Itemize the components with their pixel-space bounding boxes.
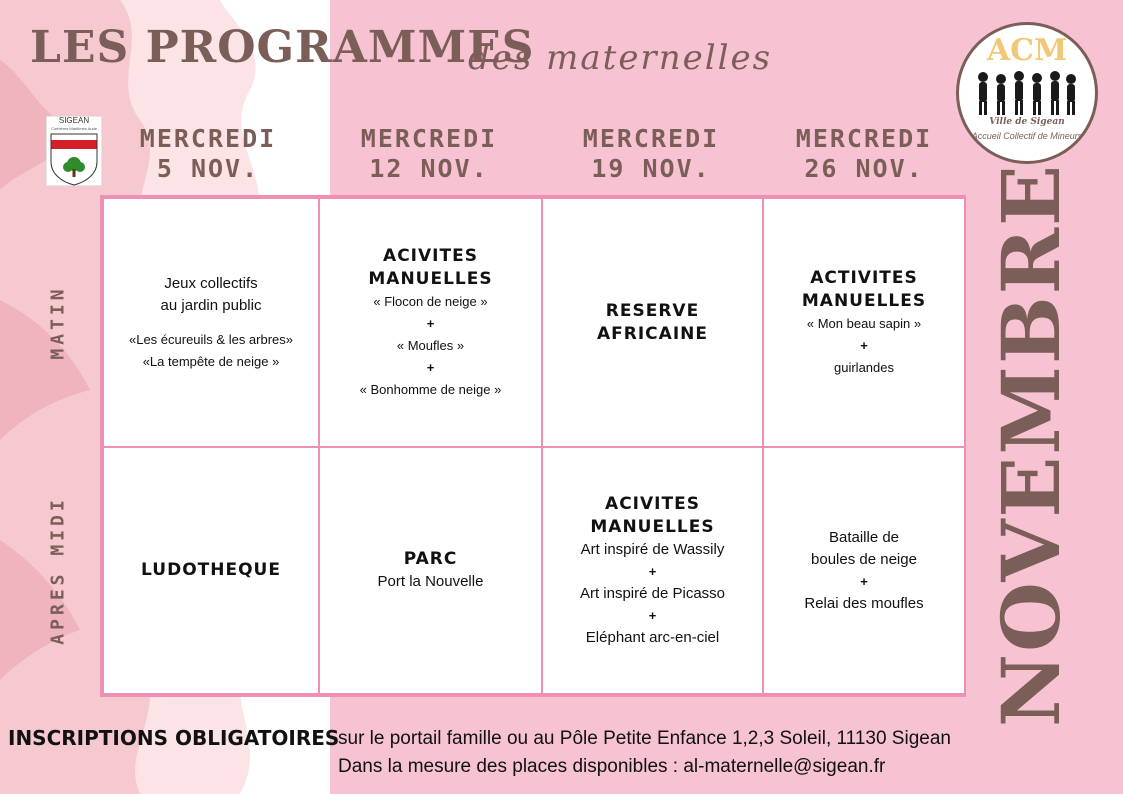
day-header-date: 5 NOV. <box>156 154 260 183</box>
month-label: NOVEMBRE <box>984 162 1078 728</box>
row-label-morning: MATIN <box>47 285 69 360</box>
cell-afternoon-day4 <box>762 446 966 695</box>
day-header-date: 12 NOV. <box>369 154 489 183</box>
cell-afternoon-day1 <box>102 446 320 695</box>
cell-heading: MANUELLES <box>368 268 493 289</box>
cell-plus: + <box>648 563 657 579</box>
cell-text: « Flocon de neige » <box>373 293 488 309</box>
cell-heading: ACIVITES <box>383 245 478 266</box>
cell-plus: + <box>860 573 868 589</box>
page-subtitle: des maternelles <box>468 38 773 78</box>
cell-plus: + <box>426 359 435 375</box>
day-header-date: 26 NOV. <box>804 154 924 183</box>
cell-text: «Les écureuils & les arbres» <box>128 331 294 347</box>
cell-text: au jardin public <box>160 296 262 314</box>
schedule-grid <box>100 195 966 697</box>
cell-afternoon-day3 <box>541 446 764 695</box>
registration-label: INSCRIPTIONS OBLIGATOIRES <box>8 726 340 750</box>
day-header-weekday: MERCREDI <box>360 124 498 153</box>
day-header-date: 19 NOV. <box>591 154 711 183</box>
day-header-1 <box>103 124 313 184</box>
cell-heading: ACTIVITES <box>810 267 918 288</box>
children-silhouettes-icon <box>973 69 1081 119</box>
cell-plus: + <box>426 315 435 331</box>
day-header-3 <box>546 124 756 184</box>
cell-text: «La tempête de neige » <box>142 353 280 369</box>
day-header-weekday: MERCREDI <box>582 124 720 153</box>
cell-morning-day1 <box>102 197 320 448</box>
cell-heading: AFRICAINE <box>597 323 708 344</box>
cell-text: Eléphant arc-en-ciel <box>585 628 720 646</box>
cell-morning-day2 <box>318 197 543 448</box>
day-header-2 <box>324 124 534 184</box>
cell-text: Art inspiré de Picasso <box>579 584 726 602</box>
cell-text: « Moufles » <box>396 337 465 353</box>
cell-heading: LUDOTHEQUE <box>141 560 281 580</box>
cell-text: « Bonhomme de neige » <box>359 381 502 397</box>
day-header-weekday: MERCREDI <box>795 124 933 153</box>
cell-text: Port la Nouvelle <box>377 573 484 590</box>
registration-info-line1: sur le portail famille ou au Pôle Petite Enfance 1,2,3 Soleil, 11130 Sigean <box>338 728 951 749</box>
cell-text: guirlandes <box>834 359 894 375</box>
cell-morning-day3 <box>541 197 764 448</box>
row-label-afternoon: APRES MIDI <box>47 496 69 645</box>
cell-text: boules de neige <box>811 550 917 568</box>
cell-heading: PARC <box>403 549 458 569</box>
logo-acronym: ACM <box>986 33 1068 68</box>
crest-sublabel: Corbières Maritimes Aude <box>50 126 98 131</box>
cell-heading: MANUELLES <box>590 516 715 537</box>
month-banner <box>984 162 1078 728</box>
cell-text: Jeux collectifs <box>164 274 258 292</box>
cell-heading: MANUELLES <box>801 290 927 311</box>
cell-text: Relai des moufles <box>804 594 924 612</box>
cell-plus: + <box>860 337 868 353</box>
cell-morning-day4 <box>762 197 966 448</box>
logo-ring-top: Ville de Sigean <box>989 117 1065 127</box>
day-header-4 <box>759 124 969 184</box>
cell-afternoon-day2 <box>318 446 543 695</box>
cell-text: Art inspiré de Wassily <box>580 540 725 558</box>
acm-logo <box>956 22 1098 164</box>
cell-text: « Mon beau sapin » <box>806 315 922 331</box>
page-title: LES PROGRAMMES <box>30 22 535 73</box>
town-crest <box>46 116 102 186</box>
day-header-weekday: MERCREDI <box>139 124 277 153</box>
logo-ring-bottom: Accueil Collectif de Mineurs <box>971 131 1083 141</box>
registration-info-line2: Dans la mesure des places disponibles : al-maternelle@sigean.fr <box>338 756 886 777</box>
cell-heading: RESERVE <box>605 300 700 321</box>
crest-label: SIGEAN <box>58 116 90 125</box>
cell-plus: + <box>648 607 657 623</box>
cell-text: Bataille de <box>828 528 900 546</box>
cell-heading: ACIVITES <box>605 493 700 514</box>
